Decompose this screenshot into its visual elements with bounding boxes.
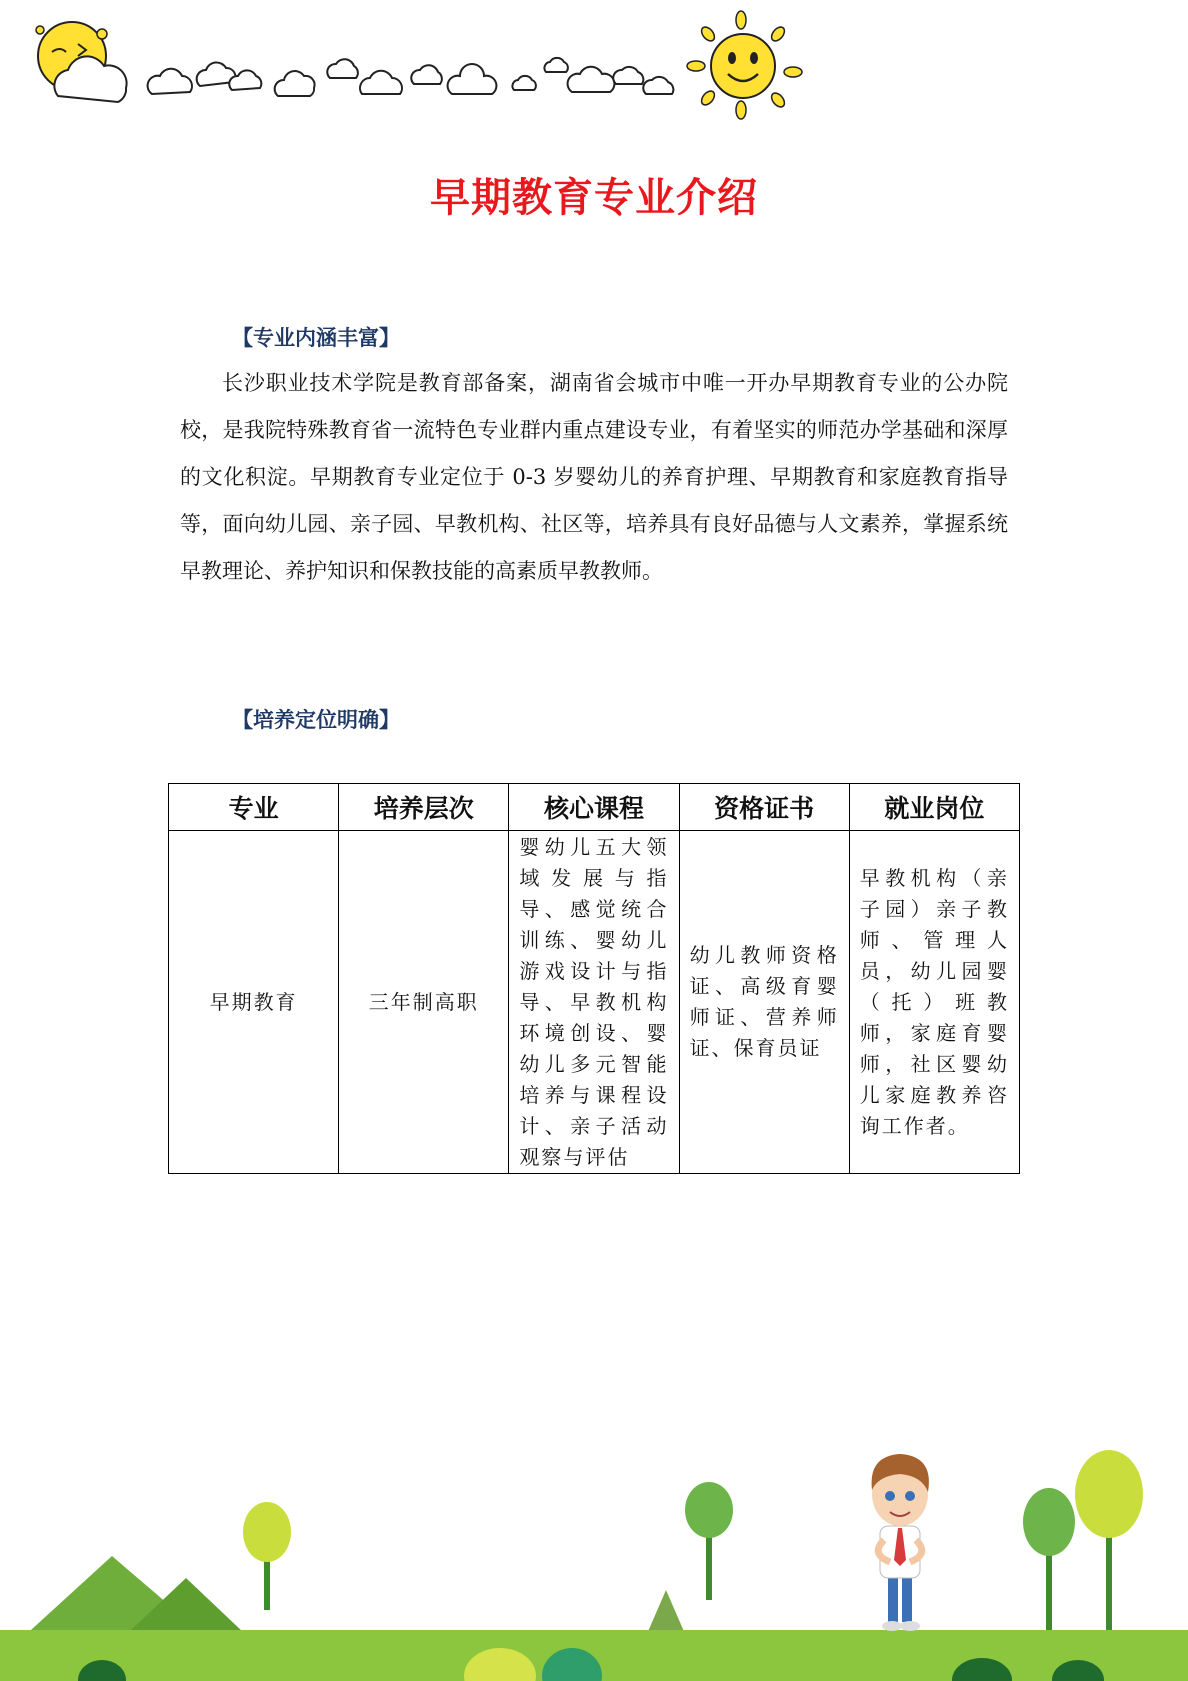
tree-icon [243,1450,1143,1640]
header-certificates: 资格证书 [679,784,849,831]
cloud-icon [54,56,673,102]
decorative-scene [0,1440,1188,1681]
decorative-banner [0,0,820,130]
cell-major: 早期教育 [169,831,339,1174]
section-heading-profile: 【专业内涵丰富】 [232,326,400,350]
page-title: 早期教育专业介绍 [430,175,758,221]
cell-certificates: 幼儿教师资格证、高级育婴师证、营养师证、保育员证 [679,831,849,1174]
header-courses: 核心课程 [509,784,679,831]
table-row [169,831,1020,1174]
boy-cartoon-icon [872,1454,929,1631]
header-major: 专业 [169,784,339,831]
table-header-row [169,784,1020,831]
smiling-sun-icon [687,11,802,119]
profile-paragraph: 长沙职业技术学院是教育部备案，湖南省会城市中唯一开办早期教育专业的公办院校，是我院特殊教育省一流特色专业群内重点建设专业，有着坚实的师范办学基础和深厚的文化积淀。早期教育专业定位于 0-3 岁婴幼儿的养育护理、早期教育和家庭教育指导等，面向幼儿园、亲子园、早教机构、社区等，培养具有良好品德与人文素养，掌握系统早教理论、养护知识和保教技能的高素质早教教师。 [180,371,1008,583]
cell-courses: 婴幼儿五大领域发展与指导、感觉统合训练、婴幼儿游戏设计与指导、早教机构环境创设、婴幼儿多元智能培养与课程设计、亲子活动观察与评估 [509,831,679,1174]
header-jobs: 就业岗位 [849,784,1019,831]
cell-level: 三年制高职 [339,831,509,1174]
cell-jobs: 早教机构（亲子园）亲子教师、管理人员，幼儿园婴（托）班教师，家庭育婴师，社区婴幼儿家庭教养咨询工作者。 [849,831,1019,1174]
section-heading-positioning: 【培养定位明确】 [232,708,400,732]
training-table [168,783,1020,1174]
header-level: 培养层次 [339,784,509,831]
